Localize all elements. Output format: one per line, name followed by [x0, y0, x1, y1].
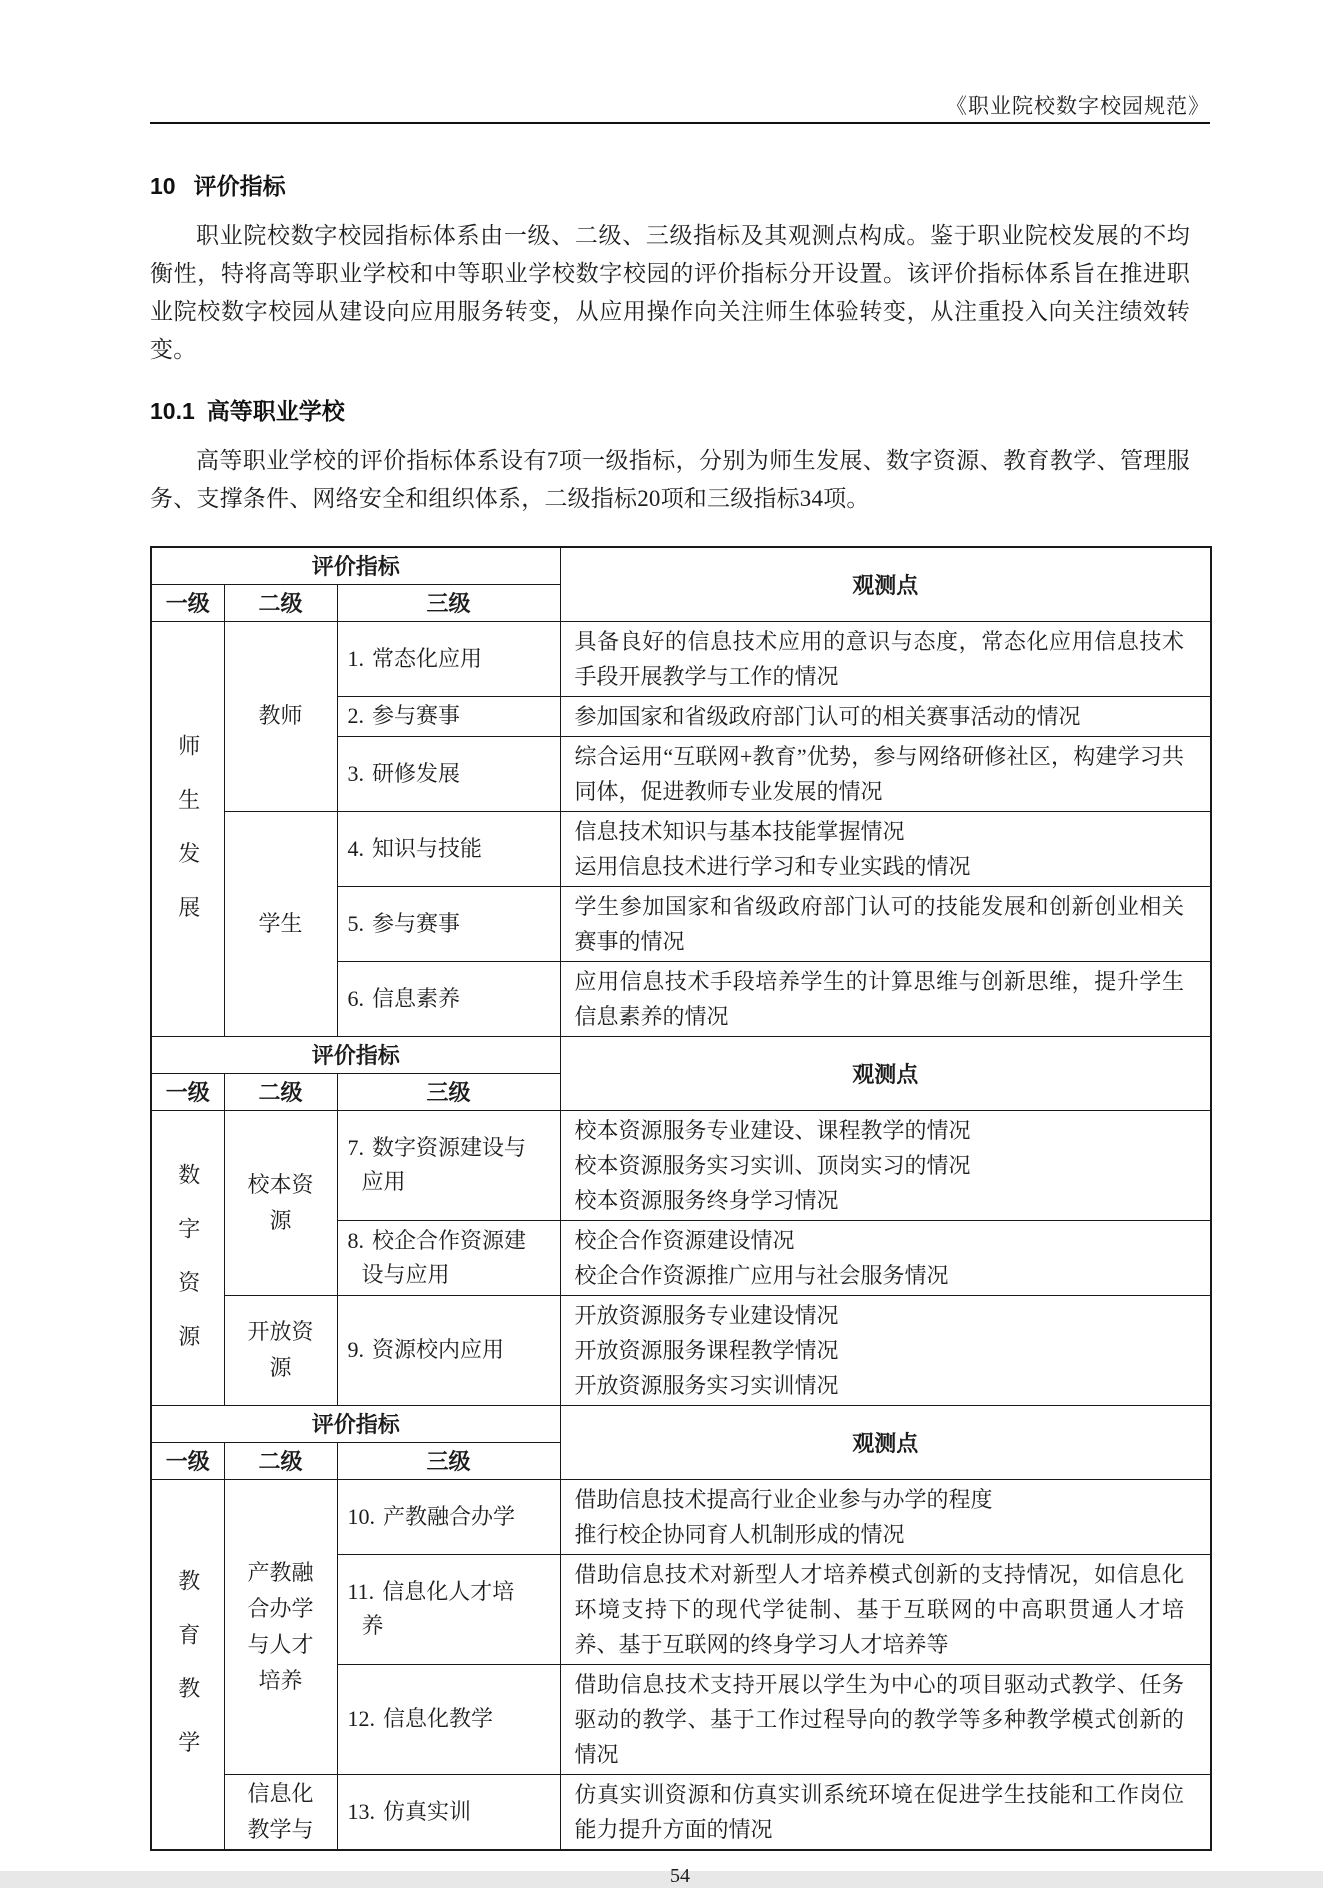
indicator-number: 8.	[347, 1227, 364, 1253]
observation-line: 仿真实训资源和仿真实训系统环境在促进学生技能和工作岗位能力提升方面的情况	[574, 1781, 1185, 1842]
level3-cell	[337, 621, 560, 696]
indicator-number: 2.	[347, 703, 364, 728]
indicator-number: 7.	[347, 1135, 364, 1160]
observation-line: 学生参加国家和省级政府部门认可的技能发展和创新创业相关赛事的情况	[574, 893, 1185, 954]
observation-line: 开放资源服务课程教学情况	[574, 1337, 839, 1363]
observation-cell	[560, 736, 1211, 811]
page-number: 54	[670, 1864, 690, 1887]
table-row	[151, 811, 1211, 886]
indicator-name: 仿真实训	[383, 1798, 472, 1824]
table-row	[151, 1110, 1211, 1220]
indicator-number: 5.	[347, 910, 364, 936]
observation-line: 信息技术知识与基本技能掌握情况	[574, 818, 905, 844]
table-row	[151, 1479, 1211, 1554]
indicator-name: 参与赛事	[372, 910, 461, 936]
indicator-name: 信息化人才培养	[361, 1579, 515, 1638]
level3-cell	[337, 1110, 560, 1220]
indicator-number: 4.	[347, 835, 364, 861]
level3-cell	[337, 696, 560, 736]
indicator-name: 产教融合办学	[383, 1503, 516, 1529]
section-intro-paragraph: 职业院校数字校园指标体系由一级、二级、三级指标及其观测点构成。鉴于职业院校发展的不均衡性，特将高等职业学校和中等职业学校数字校园的评价指标分开设置。该评价指标体系旨在推进职业院校数字校园从建设向应用服务转变，从应用操作向关注师生体验转变，从注重投入向关注绩效转变。	[150, 223, 1190, 362]
indicator-name: 研修发展	[372, 760, 461, 786]
level2-cell	[224, 1479, 337, 1774]
observation-cell	[560, 811, 1211, 886]
level3-cell	[337, 886, 560, 961]
level2-label: 学生	[258, 910, 303, 936]
level2-label: 教师	[258, 703, 303, 728]
observation-line: 推行校企协同育人机制形成的情况	[574, 1521, 905, 1547]
indicator-number: 10.	[347, 1503, 375, 1529]
observation-header: 观测点	[560, 1405, 1211, 1479]
indicator-name: 校企合作资源建设与应用	[361, 1227, 527, 1287]
level3-cell	[337, 1774, 560, 1850]
indicator-number: 1.	[347, 645, 364, 671]
level2-header: 二级	[224, 1442, 337, 1479]
level2-header: 二级	[224, 584, 337, 621]
level2-label: 开放资源	[247, 1319, 314, 1380]
observation-cell	[560, 886, 1211, 961]
section-heading	[150, 168, 1210, 201]
level1-header: 一级	[151, 1073, 224, 1110]
observation-line: 应用信息技术手段培养学生的计算思维与创新思维，提升学生信息素养的情况	[574, 968, 1185, 1029]
observation-line: 校企合作资源建设情况	[574, 1227, 795, 1253]
observation-line: 借助信息技术支持开展以学生为中心的项目驱动式教学、任务驱动的教学、基于工作过程导向的教学等多种教学模式创新的情况	[574, 1671, 1185, 1767]
observation-cell	[560, 1110, 1211, 1220]
indicator-table	[150, 546, 1212, 1851]
level3-header: 三级	[337, 1073, 560, 1110]
table-row	[151, 1295, 1211, 1405]
table-header-row	[151, 1036, 1211, 1073]
level3-cell	[337, 1295, 560, 1405]
indicator-name: 资源校内应用	[372, 1337, 505, 1362]
indicator-number: 3.	[347, 760, 364, 786]
table-header-row	[151, 547, 1211, 584]
indicator-number: 11.	[347, 1579, 375, 1604]
observation-line: 综合运用“互联网+教育”优势，参与网络研修社区，构建学习共同体，促进教师专业发展的情况	[574, 743, 1185, 804]
table-row	[151, 621, 1211, 696]
observation-line: 校企合作资源推广应用与社会服务情况	[574, 1262, 949, 1288]
observation-header: 观测点	[560, 547, 1211, 621]
level2-cell	[224, 1110, 337, 1295]
table-row	[151, 1774, 1211, 1850]
indicator-name: 知识与技能	[372, 835, 483, 861]
indicator-number: 6.	[347, 985, 364, 1011]
indicator-name: 参与赛事	[372, 703, 461, 728]
observation-cell	[560, 696, 1211, 736]
level2-label: 产教融合办学与人才培养	[247, 1559, 314, 1693]
observation-line: 开放资源服务实习实训情况	[574, 1372, 839, 1398]
level3-cell	[337, 811, 560, 886]
level1-cell	[151, 621, 224, 1036]
level2-cell	[224, 621, 337, 811]
observation-cell	[560, 1664, 1211, 1774]
level1-header: 一级	[151, 584, 224, 621]
indicator-name: 数字资源建设与应用	[361, 1135, 527, 1194]
level2-label: 校本资源	[247, 1171, 314, 1233]
observation-line: 借助信息技术提高行业企业参与办学的程度	[574, 1486, 993, 1512]
observation-line: 开放资源服务专业建设情况	[574, 1302, 839, 1328]
observation-line: 运用信息技术进行学习和专业实践的情况	[574, 853, 971, 879]
observation-line: 具备良好的信息技术应用的意识与态度，常态化应用信息技术手段开展教学与工作的情况	[574, 628, 1185, 689]
header-rule	[150, 122, 1210, 124]
observation-line: 参加国家和省级政府部门认可的相关赛事活动的情况	[574, 703, 1081, 729]
observation-cell	[560, 1554, 1211, 1664]
level1-label: 师生发展	[175, 733, 201, 950]
level3-cell	[337, 1220, 560, 1295]
observation-line: 借助信息技术对新型人才培养模式创新的支持情况，如信息化环境支持下的现代学徒制、基于互联网的中高职贯通人才培养、基于互联网的终身学习人才培养等	[574, 1561, 1185, 1657]
level3-cell	[337, 1664, 560, 1774]
indicator-number: 12.	[347, 1706, 375, 1731]
observation-line: 校本资源服务实习实训、顶岗实习的情况	[574, 1152, 971, 1178]
running-header-title: 《职业院校数字校园规范》	[946, 94, 1210, 118]
level2-cell	[224, 1774, 337, 1850]
observation-cell	[560, 1295, 1211, 1405]
level3-cell	[337, 1479, 560, 1554]
level2-cell	[224, 811, 337, 1036]
level1-label: 教育教学	[175, 1569, 201, 1785]
observation-line: 校本资源服务专业建设、课程教学的情况	[574, 1117, 971, 1143]
subsection-number: 10.1	[150, 398, 195, 424]
observation-cell	[560, 621, 1211, 696]
observation-cell	[560, 1774, 1211, 1850]
eval-indicator-header: 评价指标	[151, 1036, 560, 1073]
level3-cell	[337, 961, 560, 1036]
indicator-number: 9.	[347, 1337, 364, 1362]
level2-header: 二级	[224, 1073, 337, 1110]
level1-label: 数字资源	[175, 1162, 201, 1379]
observation-line: 校本资源服务终身学习情况	[574, 1187, 839, 1213]
level1-header: 一级	[151, 1442, 224, 1479]
eval-indicator-header: 评价指标	[151, 1405, 560, 1442]
observation-cell	[560, 1479, 1211, 1554]
subsection-heading	[150, 393, 1210, 426]
level1-cell	[151, 1110, 224, 1405]
indicator-name: 信息化教学	[383, 1706, 494, 1731]
indicator-name: 常态化应用	[372, 645, 483, 671]
section-number: 10	[150, 173, 176, 199]
table-header-row	[151, 1405, 1211, 1442]
level2-label: 信息化教学与	[247, 1780, 314, 1842]
subsection-intro-paragraph: 高等职业学校的评价指标体系设有7项一级指标，分别为师生发展、数字资源、教育教学、管理服务、支撑条件、网络安全和组织体系，二级指标20项和三级指标34项。	[150, 448, 1190, 511]
eval-indicator-header: 评价指标	[151, 547, 560, 584]
indicator-number: 13.	[347, 1798, 375, 1824]
level2-cell	[224, 1295, 337, 1405]
section-title: 评价指标	[193, 173, 286, 199]
level3-cell	[337, 1554, 560, 1664]
observation-cell	[560, 961, 1211, 1036]
level1-cell	[151, 1479, 224, 1850]
subsection-title: 高等职业学校	[206, 398, 345, 424]
observation-header: 观测点	[560, 1036, 1211, 1110]
level3-header: 三级	[337, 1442, 560, 1479]
observation-cell	[560, 1220, 1211, 1295]
indicator-name: 信息素养	[372, 985, 461, 1011]
level3-cell	[337, 736, 560, 811]
level3-header: 三级	[337, 584, 560, 621]
